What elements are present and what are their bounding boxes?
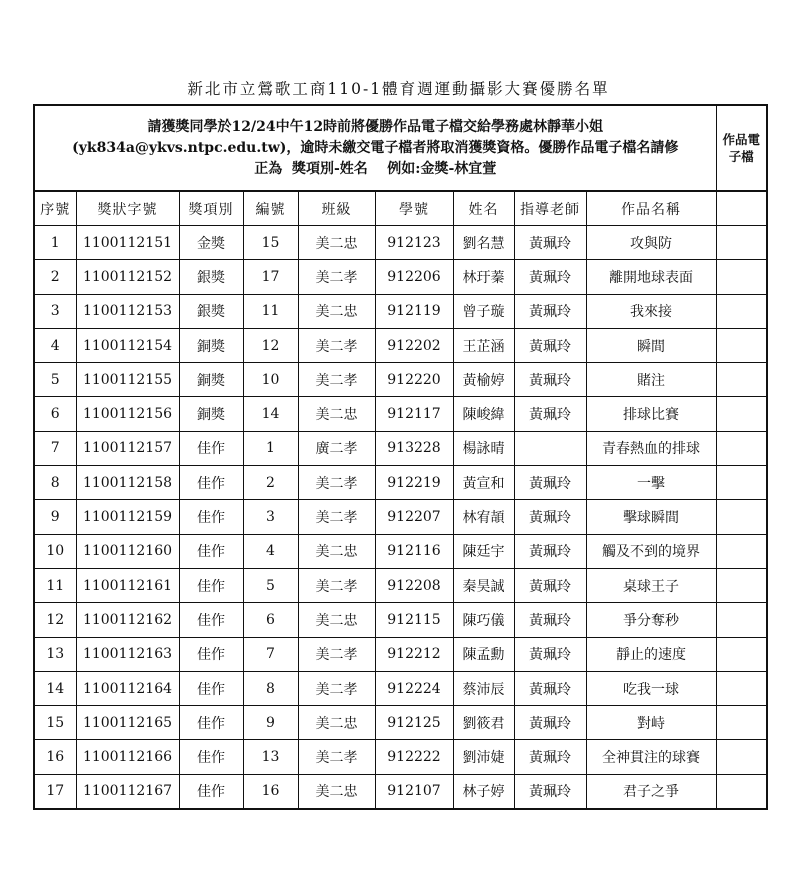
cell-student-id: 912123 — [375, 226, 453, 260]
cell-seq: 15 — [34, 706, 76, 740]
cell-entry-no: 6 — [243, 603, 298, 637]
cell-seq: 13 — [34, 637, 76, 671]
cell-name: 黃榆婷 — [453, 363, 514, 397]
cell-advisor: 黃珮玲 — [514, 397, 586, 431]
cell-name: 陳廷宇 — [453, 534, 514, 568]
column-header-entry-no: 編號 — [243, 191, 298, 226]
cell-entry-no: 9 — [243, 706, 298, 740]
cell-advisor: 黃珮玲 — [514, 568, 586, 602]
cell-work-file — [716, 637, 767, 671]
cell-student-id: 913228 — [375, 431, 453, 465]
cell-seq: 12 — [34, 603, 76, 637]
cell-entry-no: 1 — [243, 431, 298, 465]
table-row — [34, 603, 767, 637]
column-header-seq: 序號 — [34, 191, 76, 226]
cell-advisor: 黃珮玲 — [514, 363, 586, 397]
cell-class: 美二孝 — [298, 363, 375, 397]
cell-student-id: 912219 — [375, 466, 453, 500]
cell-certificate-no: 1100112151 — [76, 226, 179, 260]
cell-work-title: 靜止的速度 — [586, 637, 716, 671]
cell-student-id: 912207 — [375, 500, 453, 534]
cell-work-title: 瞬間 — [586, 328, 716, 362]
cell-class: 美二忠 — [298, 534, 375, 568]
cell-name: 劉筱君 — [453, 706, 514, 740]
column-header-name: 姓名 — [453, 191, 514, 226]
cell-award: 佳作 — [179, 603, 243, 637]
cell-certificate-no: 1100112153 — [76, 294, 179, 328]
cell-entry-no: 4 — [243, 534, 298, 568]
cell-work-title: 賭注 — [586, 363, 716, 397]
cell-seq: 14 — [34, 671, 76, 705]
column-header-work-file — [716, 191, 767, 226]
cell-entry-no: 13 — [243, 740, 298, 774]
cell-class: 美二忠 — [298, 397, 375, 431]
page-title: 新北市立鶯歌工商110-1體育週運動攝影大賽優勝名單 — [187, 80, 610, 98]
cell-award: 佳作 — [179, 534, 243, 568]
cell-certificate-no: 1100112163 — [76, 637, 179, 671]
cell-work-file — [716, 774, 767, 809]
cell-name: 楊詠晴 — [453, 431, 514, 465]
cell-seq: 16 — [34, 740, 76, 774]
cell-entry-no: 14 — [243, 397, 298, 431]
cell-certificate-no: 1100112161 — [76, 568, 179, 602]
cell-work-title: 離開地球表面 — [586, 260, 716, 294]
cell-work-file — [716, 706, 767, 740]
cell-certificate-no: 1100112158 — [76, 466, 179, 500]
cell-work-title: 觸及不到的境界 — [586, 534, 716, 568]
table-row — [34, 637, 767, 671]
cell-advisor: 黃珮玲 — [514, 294, 586, 328]
cell-name: 曾子璇 — [453, 294, 514, 328]
cell-advisor: 黃珮玲 — [514, 226, 586, 260]
cell-class: 美二忠 — [298, 294, 375, 328]
column-header-work-title: 作品名稱 — [586, 191, 716, 226]
cell-student-id: 912224 — [375, 671, 453, 705]
notice-line-2: (yk834a@ykvs.ntpc.edu.tw)，逾時未繳交電子檔者將取消獲獎資格。優勝作品電子檔名請修 — [72, 139, 679, 156]
cell-student-id: 912107 — [375, 774, 453, 809]
cell-award: 佳作 — [179, 637, 243, 671]
cell-name: 蔡沛辰 — [453, 671, 514, 705]
cell-student-id: 912115 — [375, 603, 453, 637]
cell-advisor: 黃珮玲 — [514, 774, 586, 809]
cell-seq: 8 — [34, 466, 76, 500]
cell-certificate-no: 1100112152 — [76, 260, 179, 294]
cell-seq: 5 — [34, 363, 76, 397]
column-header-award: 獎項別 — [179, 191, 243, 226]
cell-advisor: 黃珮玲 — [514, 534, 586, 568]
cell-advisor: 黃珮玲 — [514, 328, 586, 362]
cell-name: 林宥頡 — [453, 500, 514, 534]
cell-award: 金獎 — [179, 226, 243, 260]
table-row — [34, 466, 767, 500]
cell-name: 秦昊誠 — [453, 568, 514, 602]
cell-certificate-no: 1100112157 — [76, 431, 179, 465]
cell-seq: 11 — [34, 568, 76, 602]
table-row — [34, 534, 767, 568]
cell-name: 王芷涵 — [453, 328, 514, 362]
cell-seq: 2 — [34, 260, 76, 294]
cell-student-id: 912117 — [375, 397, 453, 431]
cell-work-file — [716, 431, 767, 465]
table-row — [34, 397, 767, 431]
cell-work-title: 我來接 — [586, 294, 716, 328]
cell-name: 陳峻緯 — [453, 397, 514, 431]
cell-student-id: 912116 — [375, 534, 453, 568]
cell-award: 佳作 — [179, 466, 243, 500]
cell-work-title: 吃我一球 — [586, 671, 716, 705]
cell-student-id: 912206 — [375, 260, 453, 294]
cell-certificate-no: 1100112165 — [76, 706, 179, 740]
cell-seq: 6 — [34, 397, 76, 431]
cell-class: 美二孝 — [298, 671, 375, 705]
cell-work-file — [716, 328, 767, 362]
cell-name: 黃宣和 — [453, 466, 514, 500]
cell-class: 美二忠 — [298, 706, 375, 740]
cell-name: 陳巧儀 — [453, 603, 514, 637]
table-row — [34, 328, 767, 362]
cell-class: 美二忠 — [298, 226, 375, 260]
cell-certificate-no: 1100112159 — [76, 500, 179, 534]
table-row — [34, 500, 767, 534]
cell-work-file — [716, 500, 767, 534]
column-header-class: 班級 — [298, 191, 375, 226]
cell-award: 佳作 — [179, 774, 243, 809]
column-header-advisor: 指導老師 — [514, 191, 586, 226]
cell-work-title: 對峙 — [586, 706, 716, 740]
cell-certificate-no: 1100112166 — [76, 740, 179, 774]
table-row — [34, 226, 767, 260]
cell-work-file — [716, 603, 767, 637]
cell-class: 美二孝 — [298, 328, 375, 362]
table-row — [34, 774, 767, 809]
notice-line-3: 正為 獎項別-姓名 例如:金獎-林宜萱 — [254, 160, 497, 177]
cell-certificate-no: 1100112155 — [76, 363, 179, 397]
column-header-row — [34, 191, 767, 226]
cell-class: 美二孝 — [298, 500, 375, 534]
cell-award: 銀獎 — [179, 260, 243, 294]
cell-work-title: 青春熱血的排球 — [586, 431, 716, 465]
work-file-header: 作品電子檔 — [716, 105, 767, 191]
submission-notice — [34, 105, 716, 191]
cell-award: 銅獎 — [179, 328, 243, 362]
cell-work-title: 排球比賽 — [586, 397, 716, 431]
column-header-certificate-no: 獎狀字號 — [76, 191, 179, 226]
cell-entry-no: 15 — [243, 226, 298, 260]
cell-seq: 9 — [34, 500, 76, 534]
cell-entry-no: 3 — [243, 500, 298, 534]
cell-work-file — [716, 363, 767, 397]
cell-advisor: 黃珮玲 — [514, 637, 586, 671]
cell-work-file — [716, 740, 767, 774]
cell-award: 佳作 — [179, 740, 243, 774]
cell-advisor — [514, 431, 586, 465]
cell-work-title: 爭分奪秒 — [586, 603, 716, 637]
cell-work-title: 君子之爭 — [586, 774, 716, 809]
cell-work-file — [716, 671, 767, 705]
cell-certificate-no: 1100112162 — [76, 603, 179, 637]
cell-advisor: 黃珮玲 — [514, 260, 586, 294]
cell-entry-no: 2 — [243, 466, 298, 500]
cell-advisor: 黃珮玲 — [514, 706, 586, 740]
cell-entry-no: 7 — [243, 637, 298, 671]
table-row — [34, 431, 767, 465]
table-row — [34, 740, 767, 774]
cell-student-id: 912212 — [375, 637, 453, 671]
cell-award: 佳作 — [179, 500, 243, 534]
table-row — [34, 671, 767, 705]
cell-award: 佳作 — [179, 431, 243, 465]
cell-class: 美二忠 — [298, 774, 375, 809]
cell-work-file — [716, 534, 767, 568]
cell-advisor: 黃珮玲 — [514, 603, 586, 637]
cell-work-title: 擊球瞬間 — [586, 500, 716, 534]
cell-student-id: 912125 — [375, 706, 453, 740]
cell-certificate-no: 1100112160 — [76, 534, 179, 568]
cell-class: 美二孝 — [298, 466, 375, 500]
cell-student-id: 912222 — [375, 740, 453, 774]
cell-advisor: 黃珮玲 — [514, 740, 586, 774]
cell-award: 銅獎 — [179, 363, 243, 397]
cell-certificate-no: 1100112154 — [76, 328, 179, 362]
cell-award: 佳作 — [179, 568, 243, 602]
table-row — [34, 363, 767, 397]
cell-student-id: 912119 — [375, 294, 453, 328]
cell-seq: 7 — [34, 431, 76, 465]
cell-class: 美二忠 — [298, 603, 375, 637]
cell-advisor: 黃珮玲 — [514, 671, 586, 705]
cell-entry-no: 8 — [243, 671, 298, 705]
cell-entry-no: 10 — [243, 363, 298, 397]
cell-name: 劉沛婕 — [453, 740, 514, 774]
cell-class: 美二孝 — [298, 568, 375, 602]
cell-entry-no: 12 — [243, 328, 298, 362]
cell-award: 佳作 — [179, 706, 243, 740]
cell-advisor: 黃珮玲 — [514, 466, 586, 500]
award-table — [33, 104, 768, 810]
cell-work-file — [716, 226, 767, 260]
cell-entry-no: 11 — [243, 294, 298, 328]
table-row — [34, 260, 767, 294]
cell-certificate-no: 1100112156 — [76, 397, 179, 431]
cell-class: 美二孝 — [298, 260, 375, 294]
table-row — [34, 294, 767, 328]
cell-seq: 4 — [34, 328, 76, 362]
cell-student-id: 912202 — [375, 328, 453, 362]
cell-award: 銀獎 — [179, 294, 243, 328]
cell-student-id: 912220 — [375, 363, 453, 397]
cell-work-file — [716, 294, 767, 328]
cell-class: 廣二孝 — [298, 431, 375, 465]
cell-entry-no: 16 — [243, 774, 298, 809]
cell-work-file — [716, 260, 767, 294]
cell-seq: 17 — [34, 774, 76, 809]
cell-certificate-no: 1100112167 — [76, 774, 179, 809]
cell-seq: 3 — [34, 294, 76, 328]
cell-work-title: 一擊 — [586, 466, 716, 500]
cell-work-file — [716, 568, 767, 602]
winners-list — [34, 226, 767, 810]
column-header-student-id: 學號 — [375, 191, 453, 226]
cell-work-title: 攻與防 — [586, 226, 716, 260]
cell-class: 美二孝 — [298, 740, 375, 774]
cell-name: 林子婷 — [453, 774, 514, 809]
cell-entry-no: 5 — [243, 568, 298, 602]
cell-name: 林玗蓁 — [453, 260, 514, 294]
cell-certificate-no: 1100112164 — [76, 671, 179, 705]
cell-work-title: 全神貫注的球賽 — [586, 740, 716, 774]
cell-advisor: 黃珮玲 — [514, 500, 586, 534]
cell-seq: 10 — [34, 534, 76, 568]
cell-work-title: 桌球王子 — [586, 568, 716, 602]
notice-line-1: 請獲獎同學於12/24中午12時前將優勝作品電子檔交給學務處林靜華小姐 — [147, 118, 604, 135]
cell-class: 美二孝 — [298, 637, 375, 671]
table-row — [34, 568, 767, 602]
cell-name: 劉名慧 — [453, 226, 514, 260]
cell-name: 陳孟勳 — [453, 637, 514, 671]
cell-work-file — [716, 466, 767, 500]
table-row — [34, 706, 767, 740]
cell-award: 銅獎 — [179, 397, 243, 431]
cell-student-id: 912208 — [375, 568, 453, 602]
cell-entry-no: 17 — [243, 260, 298, 294]
cell-award: 佳作 — [179, 671, 243, 705]
cell-work-file — [716, 397, 767, 431]
cell-seq: 1 — [34, 226, 76, 260]
